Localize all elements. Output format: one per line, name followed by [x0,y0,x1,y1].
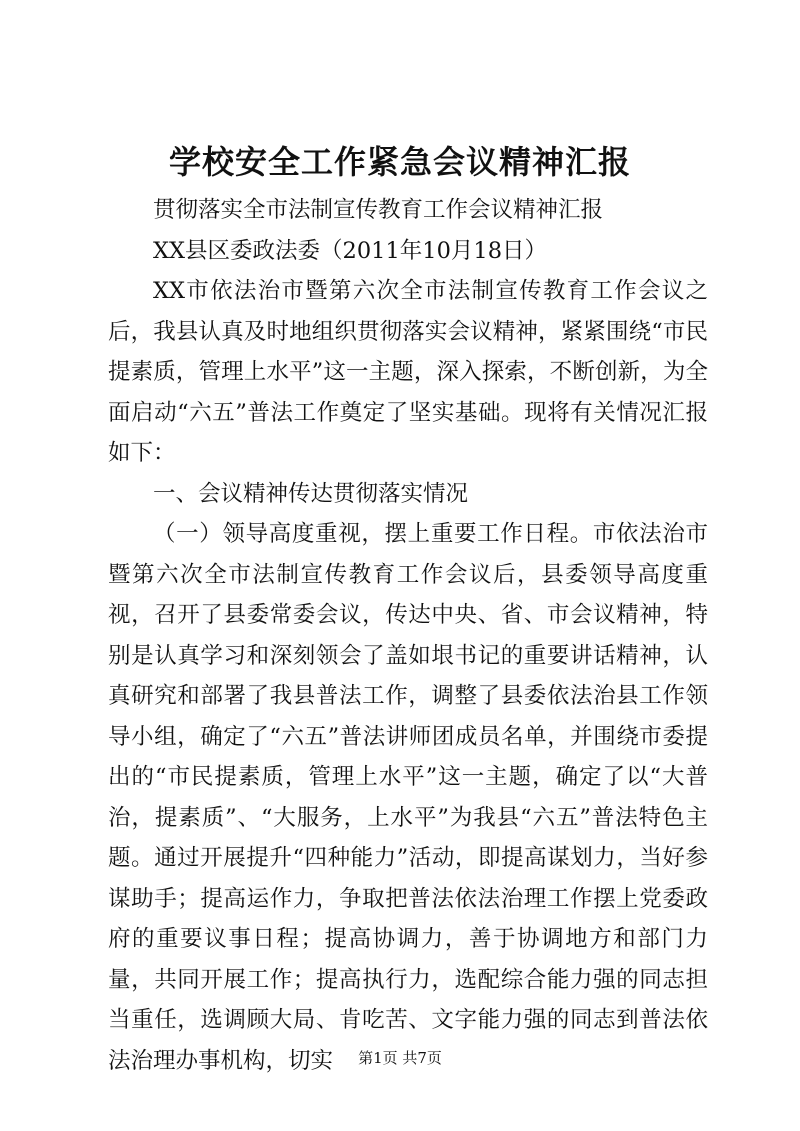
document-title: 学校安全工作紧急会议精神汇报 [168,143,631,181]
body-paragraph: （一）领导高度重视，摆上重要工作日程。市依法治市暨第六次全市法制宣传教育工作会议后，县委领导高度重视，召开了县委常委会议，传达中央、省、市会议精神，特别是认真学习和深刻领会了盖如垠书记的重要讲话精神，认真研究和部署了我县普法工作，调整了县委依法治县工作领导小组，确定了“六五”普法讲师团成员名单，并围绕市委提出的“市民提素质，管理上水平”这一主题，确定了以“大普治，提素质”、“大服务，上水平”为我县“六五”普法特色主题。通过开展提升“四种能力”活动，即提高谋划力，当好参谋助手；提高运作力，争取把普法依法治理工作摆上党委政府的重要议事日程；提高协调力，善于协调地方和部门力量，共同开展工作；提高执行力，选配综合能力强的同志担当重任，选调顾大局、肯吃苦、文字能力强的同志到普法依法治理办事机构，切实 [108,521,708,1074]
section-heading: 一、会议精神传达贯彻落实情况 [153,480,469,507]
intro-paragraph: XX市依法治市暨第六次全市法制宣传教育工作会议之后，我县认真及时地组织贯彻落实会议精神，紧紧围绕“市民提素质，管理上水平”这一主题，深入探索，不断创新，为全面启动“六五”普法工作奠定了坚实基础。现将有关情况汇报如下： [108,278,708,466]
page-footer: 第1页 共7页 [358,1049,442,1067]
document-body [108,190,708,1081]
subtitle-paragraph: 贯彻落实全市法制宣传教育工作会议精神汇报 [153,197,604,223]
issuer-date-paragraph: XX县区委政法委（2011年10月18日） [153,237,548,264]
